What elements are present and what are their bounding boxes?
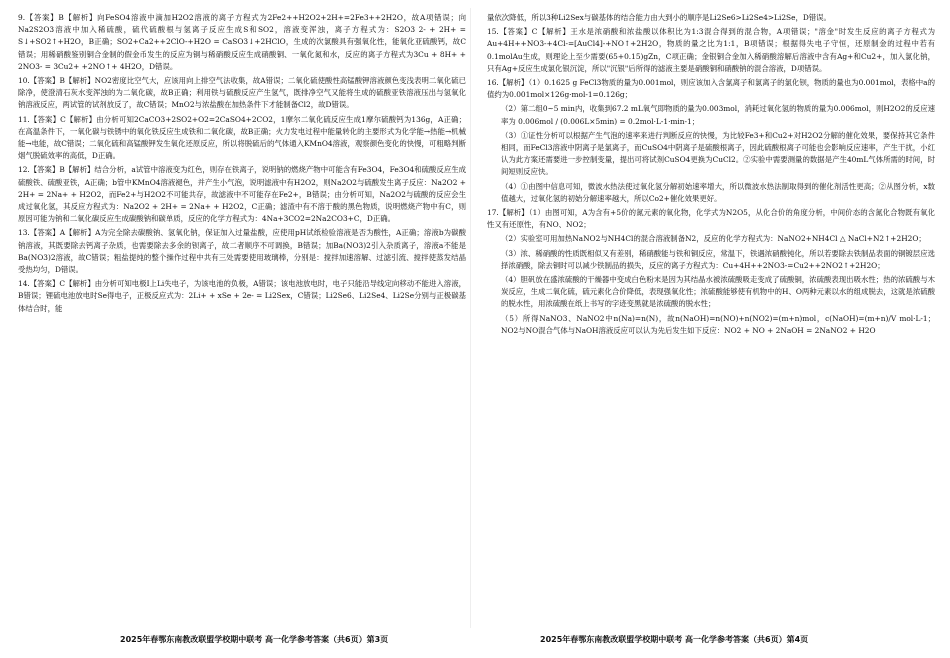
answer-12: 12.【答案】B【解析】结合分析，a试管中溶液变为红色，则存在铁离子，说明钠的燃烧产物中可能含有Fe3O4，Fe3O4和硫酸反应生成硫酸铁、硫酸亚铁，A正确；b管中KMnO4溶液褪色，并产生小气泡，说明滤液中有H2O2，则Na2O2与硫酸发生离子反应：Na2O2 + 2H+ = 2Na+ + H2O2，而Fe2+与H2O2不可能共存，故滤液中不可能存在Fe2+，B错误；由分析可知，Na2O2与硫酸的反应会生成过氧化氢，其反应方程式为：Na2O2 + 2H+ = 2Na+ + H2O2，C正确；滤渣中有不溶于酸的黑色物质，说明燃烧产物中有C，则原因可能为钠和二氧化碳反应生成碳酸钠和碳单质，反应的化学方程式为：4Na+3CO2=2Na2CO3+C，D正确。: [18, 165, 466, 224]
answer-14: 14.【答案】C【解析】由分析可知电极I上Li失电子，为该电池的负极，A错误；该电池放电时，电子只能沿导线定向移动不能进入溶液，B错误；锂硫电池放电时Se得电子，正极反应式为：2Li+ + xSe + 2e- = Li2Sex，C错误；Li2Se6、Li2Se4、Li2Se分别与正极碳基体结合时，能: [18, 279, 466, 313]
answer-17-part-3: （3）浓、稀硝酸的性质既相似又有差别，稀硝酸能与铁和铜反应，常温下，铁遇浓硝酸钝化，所以若要除去铁制品表面的铜镀层应选择浓硝酸，除去铜时可以减少铁制品的损失，反应的离子方程式为：Cu+4H++2NO3-=Cu2++2NO2↑+2H2O；: [501, 248, 935, 270]
answer-17-part-1: 17.【解析】（1）由图可知，A为含有+5价的氮元素的氧化物，化学式为N2O5，从化合价的角度分析，中间价态的含氮化合物既有氧化性又有还原性，有NO、NO2；: [487, 208, 935, 230]
answer-17-part-4: （4）胆矾放在盛浓硫酸的干燥器中变成白色粉末是因为其结晶水被浓硫酸吸走变成了硫酸铜，浓硫酸表现出吸水性；热的浓硫酸与木炭反应，生成二氧化硫，硫元素化合价降低，表现强氧化性；浓硫酸能够使有机物中的H、O两种元素以水的组成脱去，这就是浓硫酸的脱水性，用浓硫酸在纸上书写的字迹变黑就是浓硫酸的脱水性；: [501, 275, 935, 309]
left-page-column: [18, 12, 466, 317]
right-page-column: [487, 12, 935, 339]
answer-10: 10.【答案】B【解析】NO2密度比空气大，应该用向上排空气法收集，故A错误；二氧化硫使酸性高锰酸钾溶液颜色变浅表明二氧化硫已除净，使澄清石灰水变浑浊的为二氧化碳，故B正确；利用铁与硫酸反应产生氢气，既排净空气又能将生成的硫酸亚铁溶液压出与氢氧化钠溶液反应，两试管的试剂放反了，故C错误；MnO2与浓盐酸在加热条件下才能制备Cl2，故D错误。: [18, 76, 466, 110]
answer-16-part-2: （2）第二组0~5 min内，收集到67.2 mL氧气即物质的量为0.003mol，消耗过氧化氢的物质的量为0.006mol，则H2O2的反应速率为 0.006mol / (0.006L×5min) = 0.2mol·L-1·min-1；: [501, 104, 935, 126]
answer-16-part-1: 16.【解析】（1）0.1625 g FeCl3物质的量为0.001mol，则应该加入含氯离子和氯离子的氯化钡，物质的量也为0.001mol，表格中a的值约为0.001mol×126g·mol-1=0.126g；: [487, 78, 935, 100]
answer-16-part-4: （4）①由图中信息可知，微波水热法使过氧化氢分解初始速率增大，所以微波水热法制取得到的催化剂活性更高；②从图分析，x数值越大，过氧化氢的初始分解速率越大，所以Co2+催化效果更好。: [501, 181, 935, 203]
answer-13: 13.【答案】A【解析】A为完全除去碳酸钠、氢氧化钠，保证加入过量盐酸，应使用pH试纸检验溶液是否为酸性，A正确；溶液b为碳酸钠溶液，其既要除去钙离子杂质，也需要除去多余的钡离子，故二者顺序不可调换，B错误；加Ba(NO3)2引入杂质离子，溶液a不能是Ba(NO3)2溶液，故C错误；粗盐提纯的整个操作过程中共有三处需要使用玻璃棒，分别是：搅拌加速溶解、过滤引流、搅拌使蒸发结晶受热均匀，D错误。: [18, 228, 466, 275]
right-page-footer: 2025年春鄂东南教改联盟学校期中联考 高一化学参考答案（共6页）第4页: [540, 635, 809, 644]
answer-17-part-2: （2）实验室可用加热NaNO2与NH4Cl的混合溶液制备N2，反应的化学方程式为：NaNO2+NH4Cl △ NaCl+N2↑+2H2O；: [501, 234, 926, 244]
answer-17-part-5: （5）所得NaNO3、NaNO2中n(Na)=n(N)，故n(NaOH)=n(NO)+n(NO2)=(m+n)mol，c(NaOH)=(m+n)/V mol·L-1；NO2与NO混合气体与NaOH溶液反应可以认为先后发生如下反应：NO2 + NO + 2NaOH = 2NaNO2 + H2O: [501, 313, 935, 335]
answer-9: 9.【答案】B【解析】向FeSO4溶液中滴加H2O2溶液的离子方程式为2Fe2++H2O2+2H+=2Fe3++2H2O，故A项错误；向Na2S2O3溶液中加入稀硫酸，硫代硫酸根与氢离子反应生成S和SO2，溶液变浑浊，离子方程式为：S2O3 2- + 2H+ = S↓+SO2↑+H2O，B正确；SO2+Ca2++2ClO-+H2O = CaSO3↓+2HClO，生成的次氯酸具有强氧化性，能氧化亚硫酸钙，故C错误；用稀硝酸鉴别铜合金制的假金币发生的反应为铜与稀硝酸反应生成硝酸铜、一氧化氮和水，反应的离子方程式为3Cu + 8H+ + 2NO3- = 3Cu2+ +2NO↑+ 4H2O，D错误。: [18, 13, 466, 71]
answer-16-part-3: （3）①证性分析可以根据产生气泡的速率来进行判断反应的快慢，为比较Fe3+和Cu2+对H2O2分解的催化效果，要保持其它条件相同，而FeCl3溶液中阴离子是氯离子，而CuSO4中阴离子是硫酸根离子，因此硫酸根离子可能也会影响反应速率，产生干扰，小红认为此方案还需要进一步控制变量，提出可将试剂CuSO4更换为CuCl2。②实验中需要测量的数据是产生40mL气体所需的时间，时间短则反应快。: [501, 130, 935, 177]
page-gutter: [470, 8, 471, 628]
answer-11: 11.【答案】C【解析】由分析可知2CaCO3+2SO2+O2=2CaSO4+2CO2，1摩尔二氧化硫反应生成1摩尔硫酸钙为136g，A正确；在高温条件下，一氧化碳与铁锈中的氧化铁反应生成铁和二氧化碳，故B正确；火力发电过程中能量转化的主要形式为化学能→热能→机械能→电能，故C错误；二氧化硫和高锰酸钾发生氧化还原反应，所以将脱硫后的气体通入KMnO4溶液，观察颜色变化的快慢，可粗略判断烟气脱硫效率的高低，D正确。: [18, 114, 466, 161]
answer-14-continued: 量依次降低，所以3种Li2Sex与碳基体的结合能力由大到小的顺序是Li2Se6>Li2Se4>Li2Se，D错误。: [487, 13, 831, 22]
left-page-footer: 2025年春鄂东南教改联盟学校期中联考 高一化学参考答案（共6页）第3页: [120, 635, 389, 644]
answer-15: 15.【答案】C【解析】王水是浓硝酸和浓盐酸以体积比为1:3混合得到的混合物，A项错误；"溶金"时发生反应的离子方程式为Au+4H++NO3-+4Cl-=[AuCl4]-+NO↑+2H2O，物质的量之比为1:1，B项错误；根据得失电子守恒，还原制金的过程中若有0.1molAu生成，则理论上至少需要(65+0.15)gZn，C项正确；金银铜合金加入稀硝酸溶解后溶液中含有Ag+和Cu2+，加入氯化钠，只有Ag+反应生成氯化银沉淀，所以"沉银"后所得的滤液主要是硝酸铜和硝酸钠的混合溶液，D项错误。: [487, 27, 935, 73]
